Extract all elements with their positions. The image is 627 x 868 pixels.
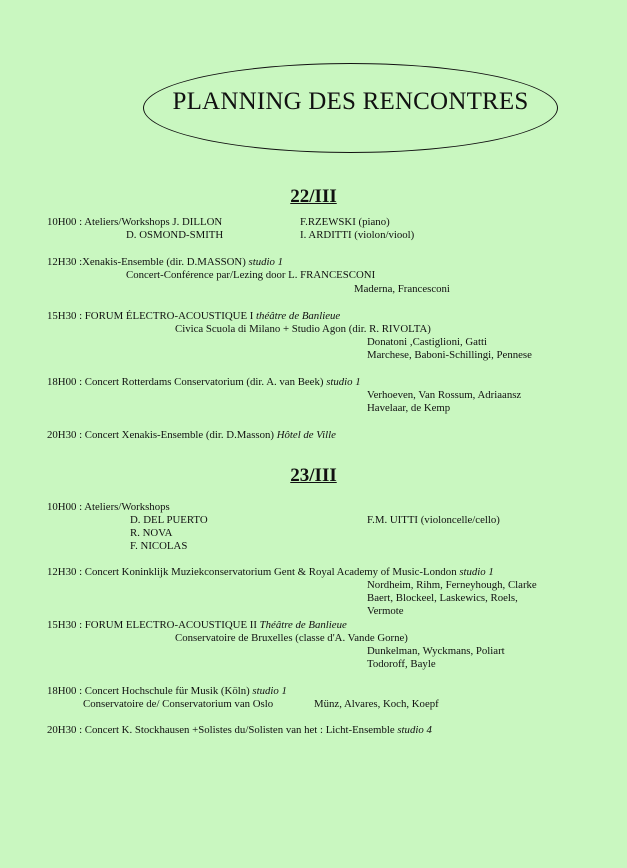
event-1-performer-2: I. ARDITTI (violon/viool) <box>300 229 415 241</box>
event-7-venue: studio 1 <box>459 566 494 578</box>
event-4-line-1: 18H00 : Concert Rotterdams Conservatorium (dir. A. van Beek) studio 1 <box>47 376 361 388</box>
event-5-line-1: 20H30 : Concert Xenakis-Ensemble (dir. D.Masson) Hôtel de Ville <box>47 429 336 441</box>
event-2-venue: studio 1 <box>248 256 284 268</box>
event-6-line-4: F. NICOLAS <box>130 540 188 552</box>
event-6-line-2: D. DEL PUERTO <box>130 514 208 526</box>
event-7-composers-1: Nordheim, Rihm, Ferneyhough, Clarke <box>367 579 537 591</box>
event-4-composers-1: Verhoeven, Van Rossum, Adriaansz <box>367 389 522 401</box>
event-3-line-1: 15H30 : FORUM ÉLECTRO-ACOUSTIQUE I théâtre de Banlieue <box>47 310 341 322</box>
event-8-line-1: 15H30 : FORUM ELECTRO-ACOUSTIQUE II Théâtre de Banlieue <box>47 619 347 631</box>
event-1-performer-1: F.RZEWSKI (piano) <box>300 216 390 228</box>
event-2-line-2: Concert-Conférence par/Lezing door L. FRANCESCONI <box>126 269 376 281</box>
event-9-line-2: Conservatoire de/ Conservatorium van Oslo <box>83 698 274 710</box>
event-3-line-2: Civica Scuola di Milano + Studio Agon (dir. R. RIVOLTA) <box>175 323 431 335</box>
event-1-line-2: D. OSMOND-SMITH <box>126 229 224 241</box>
event-9-venue: studio 1 <box>252 685 287 697</box>
event-7-line-1: 12H30 : Concert Koninklijk Muziekconservatorium Gent & Royal Academy of Music-London studio 1 <box>47 566 494 578</box>
event-1-line-1: 10H00 : Ateliers/Workshops J. DILLON <box>47 216 223 228</box>
day-heading-2: 23/III <box>290 465 337 486</box>
event-9-line-1: 18H00 : Concert Hochschule für Musik (Köln) studio 1 <box>47 685 287 697</box>
event-4-venue: studio 1 <box>326 376 361 388</box>
event-8-venue: Théâtre de Banlieue <box>259 619 347 631</box>
event-7-composers-3: Vermote <box>367 605 404 617</box>
event-10-line-1: 20H30 : Concert K. Stockhausen +Solistes du/Solisten van het : Licht-Ensemble studio 4 <box>47 724 432 736</box>
day-heading-1: 22/III <box>290 186 337 207</box>
event-4-composers-2: Havelaar, de Kemp <box>367 402 451 414</box>
event-8-composers-1: Dunkelman, Wyckmans, Poliart <box>367 645 505 657</box>
event-7-composers-2: Baert, Blockeel, Laskewics, Roels, <box>367 592 518 604</box>
event-2-composers: Maderna, Francesconi <box>354 283 450 295</box>
event-8-line-2: Conservatoire de Bruxelles (classe d'A. Vande Gorne) <box>175 632 408 644</box>
page-title: PLANNING DES RENCONTRES <box>172 88 529 115</box>
event-3-composers-2: Marchese, Baboni-Schillingi, Pennese <box>367 349 532 361</box>
event-6-performer: F.M. UITTI (violoncelle/cello) <box>367 514 500 526</box>
event-3-venue: théâtre de Banlieue <box>256 310 341 322</box>
event-10-venue: studio 4 <box>397 724 432 736</box>
event-8-composers-2: Todoroff, Bayle <box>367 658 436 670</box>
event-3-composers-1: Donatoni ,Castiglioni, Gatti <box>367 336 487 348</box>
event-9-composers: Münz, Alvares, Koch, Koepf <box>314 698 439 710</box>
event-6-line-1: 10H00 : Ateliers/Workshops <box>47 501 170 513</box>
event-2-line-1: 12H30 :Xenakis-Ensemble (dir. D.MASSON) studio 1 <box>47 256 284 268</box>
event-5-venue: Hôtel de Ville <box>276 429 336 441</box>
event-6-line-3: R. NOVA <box>130 527 173 539</box>
